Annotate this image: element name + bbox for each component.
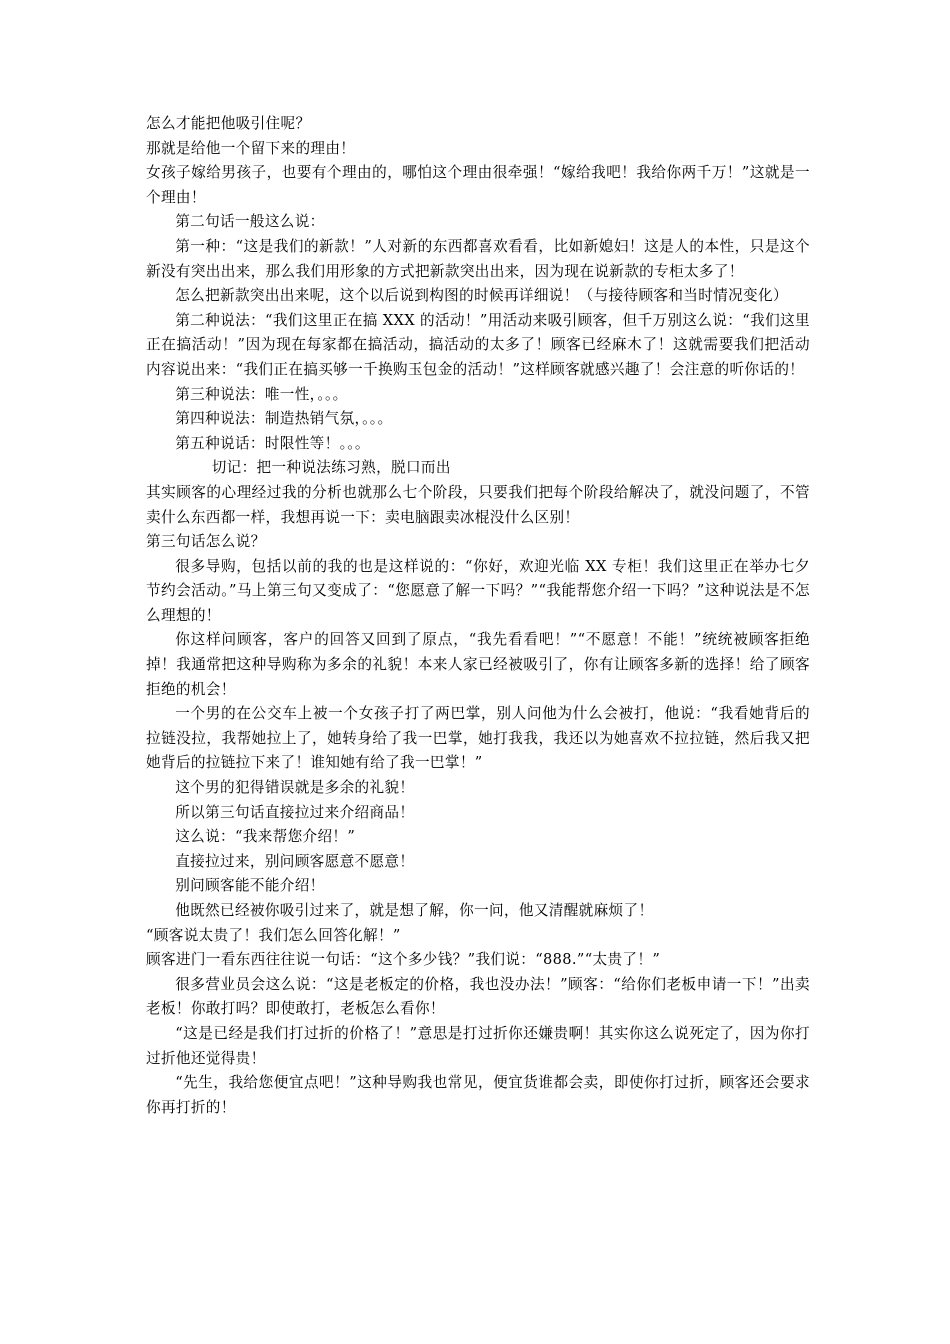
- paragraph: 切记：把一种说法练习熟，脱口而出: [211, 459, 451, 477]
- paragraph: “这是已经是我们打过折的价格了！”意思是打过折你还嫌贵啊！其实你这么说死定了，因为你打过折他还觉得贵！: [146, 1024, 810, 1067]
- paragraph: 其实顾客的心理经过我的分析也就那么七个阶段，只要我们把每个阶段给解决了，就没问题了，不管卖什么东西都一样，我想再说一下：卖电脑跟卖冰棍没什么区别！: [146, 483, 810, 526]
- paragraph: 别问顾客能不能介绍！: [175, 877, 325, 895]
- paragraph: 怎么把新款突出出来呢，这个以后说到构图的时候再详细说！（与接待顾客和当时情况变化）: [175, 287, 788, 305]
- paragraph: 第四种说法：制造热销气氛，。。。: [175, 410, 393, 428]
- paragraph: 怎么才能把他吸引住呢？: [146, 115, 311, 132]
- paragraph: 第三种说法：唯一性，。。。: [175, 385, 348, 403]
- paragraph: 一个男的在公交车上被一个女孩子打了两巴掌，别人问他为什么会被打，他说：“我看她背后的拉链没拉，我帮她拉上了，她转身给了我一巴掌，她打我我，我还以为她喜欢不拉拉链，然后我又把她背后的拉链拉下来了！谁知她有给了我一巴掌！”: [146, 705, 810, 772]
- paragraph: 第二句话一般这么说：: [175, 213, 325, 231]
- paragraph: 所以第三句话直接拉过来介绍商品！: [175, 803, 415, 821]
- paragraph: 这么说：“我来帮您介绍！”: [175, 828, 356, 846]
- paragraph: “顾客说太贵了！我们怎么回答化解！”: [146, 926, 401, 944]
- paragraph: 很多导购，包括以前的我的也是这样说的：“你好，欢迎光临 XX 专柜！我们这里正在举办七夕节约会活动。”马上第三句又变成了：“您愿意了解一下吗？”“我能帮您介绍一下吗？”这种说法是不怎么理想的！: [146, 557, 810, 624]
- paragraph: “先生，我给您便宜点吧！”这种导购我也常见，便宜货谁都会卖，即使你打过折，顾客还会要求你再打折的！: [146, 1074, 810, 1116]
- paragraph: 他既然已经被你吸引过来了，就是想了解，你一问，他又清醒就麻烦了！: [175, 902, 654, 919]
- paragraph: 那就是给他一个留下来的理由！: [146, 139, 356, 157]
- paragraph: 你这样问顾客，客户的回答又回到了原点，“我先看看吧！”“不愿意！不能！”统统被顾客拒绝掉！我通常把这种导购称为多余的礼貌！本来人家已经被吸引了，你有让顾客多新的选择！给了顾客拒绝的机会！: [146, 631, 810, 698]
- paragraph: 很多营业员会这么说：“这是老板定的价格，我也没办法！”顾客：“给你们老板申请一下！”出卖老板！你敢打吗？即使敢打，老板怎么看你！: [146, 975, 810, 1018]
- paragraph: 直接拉过来，别问顾客愿意不愿意！: [175, 852, 415, 870]
- paragraph: 顾客进门一看东西往往说一句话：“这个多少钱？”我们说：“888.”“太贵了！”: [146, 951, 661, 969]
- paragraph: 第三句话怎么说？: [146, 533, 266, 551]
- paragraph: 第二种说法：“我们这里正在搞 XXX 的活动！”用活动来吸引顾客，但千万别这么说：“我们这里正在搞活动！”因为现在每家都在搞活动，搞活动的太多了！顾客已经麻木了！这就需要我们把活动内容说出来：“我们正在搞买够一千换购玉包金的活动！”这样顾客就感兴趣了！会注意的听你话的！: [146, 311, 810, 378]
- paragraph: 这个男的犯得错误就是多余的礼貌！: [175, 779, 415, 797]
- paragraph: 第一种：“这是我们的新款！”人对新的东西都喜欢看看，比如新媳妇！这是人的本性，只是这个新没有突出出来，那么我们用形象的方式把新款突出出来，因为现在说新款的专柜太多了！: [146, 237, 810, 280]
- document-page: [146, 112, 810, 1120]
- paragraph: 女孩子嫁给男孩子，也要有个理由的，哪怕这个理由很牵强！“嫁给我吧！我给你两千万！”这就是一个理由！: [146, 164, 810, 206]
- paragraph: 第五种说话：时限性等！。。。: [175, 434, 370, 452]
